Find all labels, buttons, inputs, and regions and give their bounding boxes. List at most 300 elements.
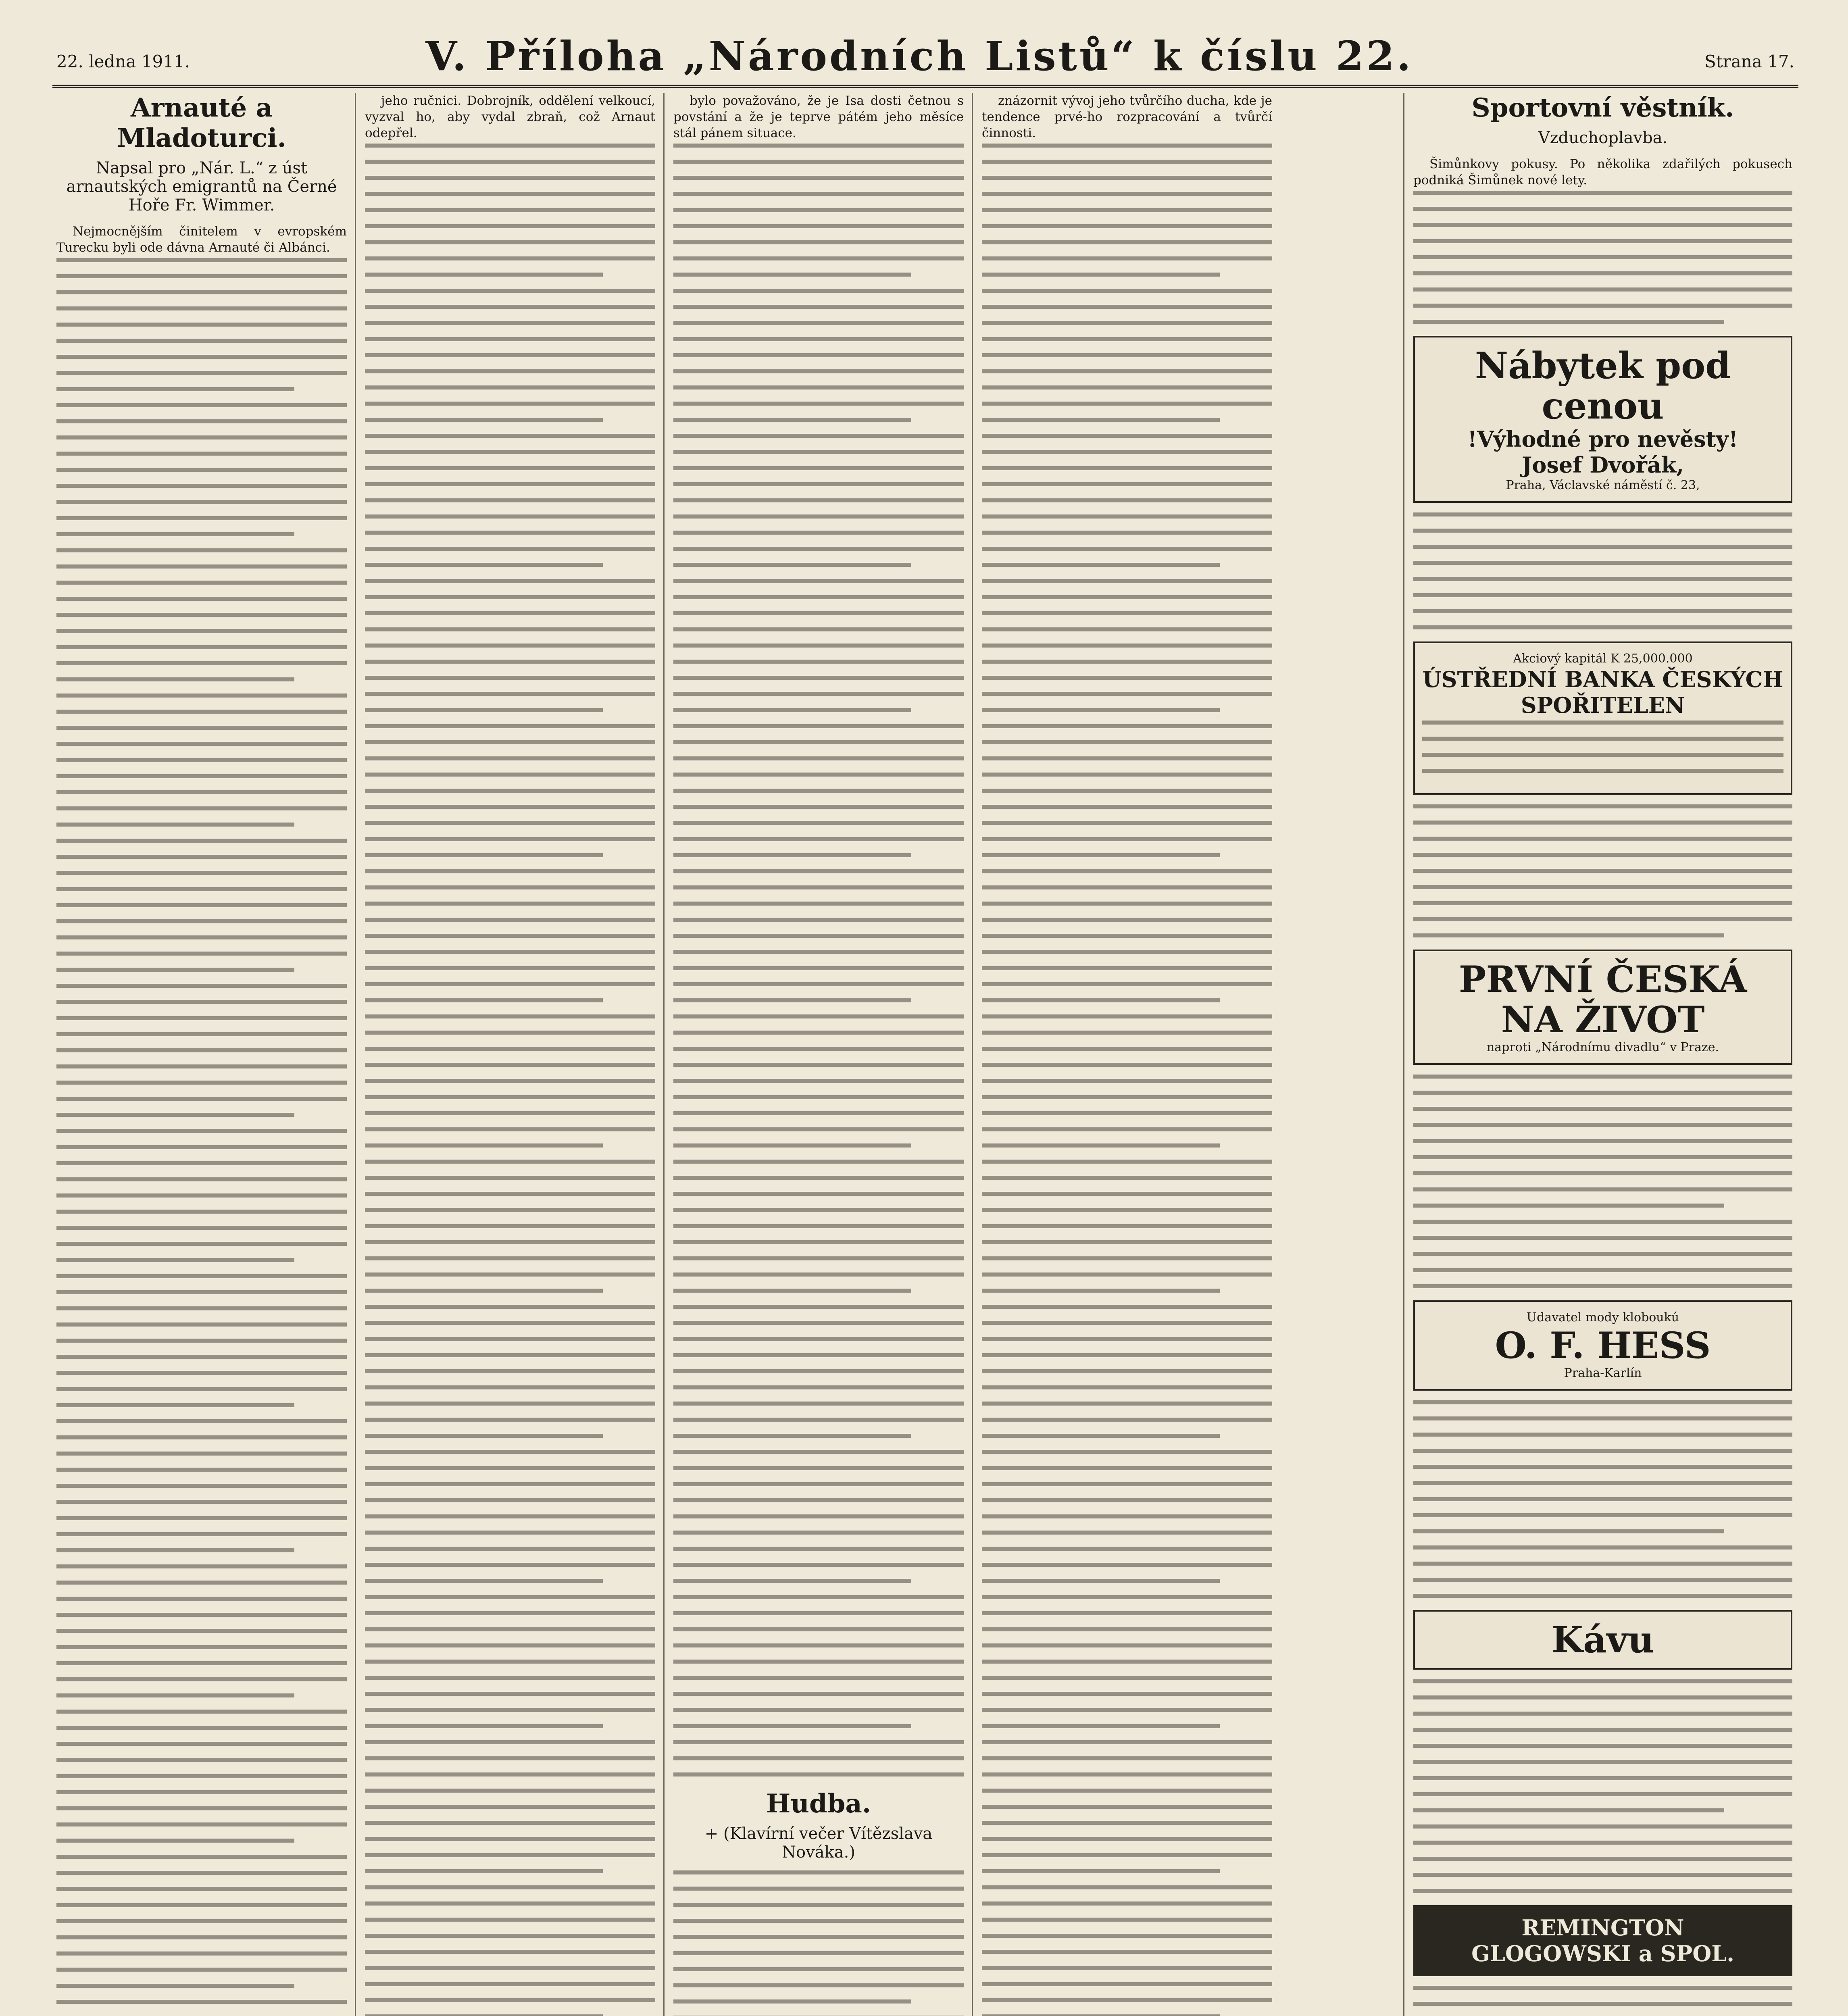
text-line-placeholder: [56, 516, 347, 520]
text-line-placeholder: [365, 966, 655, 970]
text-line-placeholder: [673, 1321, 964, 1325]
text-line-placeholder: [982, 1918, 1272, 1922]
text-line-placeholder: [365, 789, 655, 793]
text-line-placeholder: [365, 1047, 655, 1051]
body-text-lines: [1413, 1075, 1792, 1288]
text-line-placeholder: [365, 1547, 655, 1551]
text-line-placeholder: [1413, 1529, 1724, 1533]
text-line-placeholder: [982, 450, 1272, 454]
text-line-placeholder: [982, 1837, 1272, 1841]
text-line-placeholder: [673, 805, 964, 809]
text-line-placeholder: [1413, 1449, 1792, 1453]
text-line-placeholder: [673, 514, 964, 519]
text-line-placeholder: [365, 208, 655, 212]
text-line-placeholder: [56, 1532, 347, 1536]
text-line-placeholder: [365, 1385, 655, 1389]
text-line-placeholder: [982, 1192, 1272, 1196]
text-line-placeholder: [56, 258, 347, 262]
text-line-placeholder: [982, 773, 1272, 777]
text-line-placeholder: [56, 1822, 347, 1826]
text-line-placeholder: [1413, 1091, 1792, 1095]
text-line-placeholder: [673, 1983, 964, 1987]
text-line-placeholder: [365, 1063, 655, 1067]
text-line-placeholder: [365, 837, 655, 841]
text-line-placeholder: [673, 708, 911, 712]
text-line-placeholder: [365, 1224, 655, 1228]
text-line-placeholder: [365, 1563, 655, 1567]
text-line-placeholder: [673, 1563, 964, 1567]
text-line-placeholder: [56, 323, 347, 327]
text-line-placeholder: [56, 274, 347, 278]
text-line-placeholder: [673, 611, 964, 615]
text-line-placeholder: [365, 514, 655, 519]
text-line-placeholder: [982, 1708, 1272, 1712]
text-line-placeholder: [1413, 1760, 1792, 1764]
text-line-placeholder: [673, 1756, 964, 1760]
sport-lead: Šimůnkovy pokusy. Po několika zdařilých pokusech podniká Šimůnek nové lety.: [1413, 157, 1792, 187]
text-line-placeholder: [673, 692, 964, 696]
text-line-placeholder: [673, 1870, 964, 1874]
text-line-placeholder: [673, 385, 964, 389]
text-line-placeholder: [56, 919, 347, 923]
text-line-placeholder: [982, 192, 1272, 196]
section-heading-sport: Sportovní věstník.: [1471, 93, 1734, 123]
text-line-placeholder: [1413, 1857, 1792, 1861]
text-line-placeholder: [56, 532, 294, 536]
text-line-placeholder: [365, 1450, 655, 1454]
text-line-placeholder: [982, 466, 1272, 470]
text-line-placeholder: [673, 773, 964, 777]
text-line-placeholder: [1413, 271, 1792, 275]
text-line-placeholder: [365, 1337, 655, 1341]
text-line-placeholder: [982, 1047, 1272, 1051]
text-line-placeholder: [982, 1756, 1272, 1760]
text-line-placeholder: [56, 500, 347, 504]
text-line-placeholder: [365, 1692, 655, 1696]
text-line-placeholder: [365, 450, 655, 454]
text-line-placeholder: [673, 579, 964, 583]
text-line-placeholder: [982, 918, 1272, 922]
text-line-placeholder: [673, 1887, 964, 1891]
text-line-placeholder: [56, 1887, 347, 1891]
text-line-placeholder: [365, 369, 655, 373]
text-line-placeholder: [1413, 1695, 1792, 1699]
text-line-placeholder: [982, 1289, 1220, 1293]
text-line-placeholder: [56, 871, 347, 875]
text-line-placeholder: [1413, 545, 1792, 549]
text-line-placeholder: [982, 1240, 1272, 1244]
column-rule: [972, 93, 973, 2016]
ad-headline: Nábytek pod cenou: [1475, 344, 1731, 427]
text-line-placeholder: [1413, 1562, 1792, 1566]
text-line-placeholder: [982, 1079, 1272, 1083]
ad-address: Praha-Karlín: [1564, 1366, 1642, 1380]
text-line-placeholder: [1413, 1481, 1792, 1485]
text-line-placeholder: [56, 339, 347, 343]
text-line-placeholder: [673, 1498, 964, 1502]
text-line-placeholder: [673, 224, 964, 228]
text-line-placeholder: [1413, 625, 1792, 629]
text-line-placeholder: [365, 1514, 655, 1518]
text-line-placeholder: [365, 950, 655, 954]
text-line-placeholder: [56, 435, 347, 439]
text-line-placeholder: [673, 1418, 964, 1422]
text-line-placeholder: [982, 547, 1272, 551]
text-line-placeholder: [365, 611, 655, 615]
ad-capital: Akciový kapitál K 25,000.000: [1513, 652, 1693, 666]
text-line-placeholder: [365, 982, 655, 986]
text-line-placeholder: [56, 694, 347, 698]
text-line-placeholder: [365, 1369, 655, 1373]
text-line-placeholder: [673, 1676, 964, 1680]
text-line-placeholder: [56, 1903, 347, 1907]
text-line-placeholder: [982, 1514, 1272, 1518]
text-line-placeholder: [982, 1789, 1272, 1793]
text-line-placeholder: [365, 192, 655, 196]
supplement-title: V. Příloha „Národních Listů“ k číslu 22.: [425, 32, 1413, 80]
text-line-placeholder: [673, 1708, 964, 1712]
text-line-placeholder: [56, 564, 347, 569]
ad-address: Praha, Václavské náměstí č. 23,: [1506, 478, 1700, 492]
text-line-placeholder: [673, 902, 964, 906]
text-line-placeholder: [365, 1031, 655, 1035]
text-line-placeholder: [56, 484, 347, 488]
text-line-placeholder: [982, 337, 1272, 341]
text-line-placeholder: [982, 805, 1272, 809]
text-line-placeholder: [673, 1014, 964, 1018]
text-line-placeholder: [982, 498, 1272, 502]
text-line-placeholder: [365, 902, 655, 906]
text-line-placeholder: [673, 1385, 964, 1389]
text-line-placeholder: [673, 869, 964, 873]
text-line-placeholder: [982, 934, 1272, 938]
text-line-placeholder: [365, 1192, 655, 1196]
text-line-placeholder: [1413, 561, 1792, 565]
text-line-placeholder: [673, 1627, 964, 1631]
text-line-placeholder: [982, 837, 1272, 841]
text-line-placeholder: [365, 869, 655, 873]
text-line-placeholder: [56, 371, 347, 375]
text-line-placeholder: [56, 742, 347, 746]
advertisement-bank: [1413, 641, 1792, 795]
text-line-placeholder: [56, 1984, 294, 1988]
text-line-placeholder: [1413, 287, 1792, 292]
text-line-placeholder: [56, 1855, 347, 1859]
text-line-placeholder: [56, 1258, 294, 1262]
body-text-lines: [56, 258, 347, 2016]
text-line-placeholder: [982, 256, 1272, 260]
column-3: [673, 93, 964, 2016]
text-line-placeholder: [365, 1127, 655, 1131]
text-line-placeholder: [982, 1885, 1272, 1889]
text-line-placeholder: [365, 708, 603, 712]
text-line-placeholder: [673, 885, 964, 889]
text-line-placeholder: [1413, 901, 1792, 905]
text-line-placeholder: [982, 1272, 1272, 1277]
body-text-lines: [1413, 191, 1792, 324]
text-line-placeholder: [56, 1371, 347, 1375]
text-line-placeholder: [982, 353, 1272, 357]
text-line-placeholder: [673, 1450, 964, 1454]
text-line-placeholder: [56, 677, 294, 681]
text-line-placeholder: [56, 548, 347, 552]
text-line-placeholder: [365, 337, 655, 341]
text-line-placeholder: [56, 1742, 347, 1746]
text-line-placeholder: [365, 240, 655, 244]
text-line-placeholder: [673, 756, 964, 760]
text-line-placeholder: [982, 1418, 1272, 1422]
text-line-placeholder: [365, 676, 655, 680]
text-line-placeholder: [56, 1951, 347, 1956]
text-line-placeholder: [982, 1724, 1220, 1728]
text-line-placeholder: [56, 935, 347, 939]
text-line-placeholder: [365, 418, 603, 422]
issue-date: 22. ledna 1911.: [56, 52, 190, 71]
text-line-placeholder: [673, 660, 964, 664]
text-line-placeholder: [1413, 304, 1792, 308]
ad-headline: PRVNÍ ČESKÁ NA ŽIVOT: [1458, 958, 1747, 1041]
text-line-placeholder: [56, 1193, 347, 1198]
text-line-placeholder: [982, 1498, 1272, 1502]
text-line-placeholder: [56, 984, 347, 988]
text-line-placeholder: [982, 579, 1272, 583]
text-line-placeholder: [673, 1724, 911, 1728]
text-line-placeholder: [673, 1176, 964, 1180]
text-line-placeholder: [1413, 1728, 1792, 1732]
text-line-placeholder: [982, 902, 1272, 906]
text-line-placeholder: [982, 531, 1272, 535]
text-line-placeholder: [56, 1581, 347, 1585]
ad-headline: ÚSTŘEDNÍ BANKA ČESKÝCH SPOŘITELEN: [1422, 666, 1783, 718]
text-line-placeholder: [365, 1321, 655, 1325]
text-line-placeholder: [56, 1726, 347, 1730]
text-line-placeholder: [982, 676, 1272, 680]
text-line-placeholder: [365, 1805, 655, 1809]
text-line-placeholder: [982, 740, 1272, 744]
text-line-placeholder: [56, 1274, 347, 1278]
text-line-placeholder: [673, 966, 964, 970]
text-line-placeholder: [56, 758, 347, 762]
text-line-placeholder: [673, 1434, 911, 1438]
text-line-placeholder: [673, 1127, 964, 1131]
text-line-placeholder: [365, 289, 655, 293]
text-line-placeholder: [982, 1950, 1272, 1954]
ad-subline: Udavatel mody kloboukú: [1526, 1310, 1679, 1325]
text-line-placeholder: [1413, 529, 1792, 533]
text-line-placeholder: [982, 1014, 1272, 1018]
text-line-placeholder: [982, 1160, 1272, 1164]
text-line-placeholder: [982, 1305, 1272, 1309]
text-line-placeholder: [673, 1935, 964, 1939]
text-line-placeholder: [56, 1290, 347, 1294]
text-line-placeholder: [982, 611, 1272, 615]
text-line-placeholder: [982, 224, 1272, 228]
ad-text-lines: [1422, 721, 1783, 773]
text-line-placeholder: [673, 531, 964, 535]
text-line-placeholder: [673, 273, 911, 277]
text-line-placeholder: [56, 1629, 347, 1633]
text-line-placeholder: [365, 1869, 603, 1873]
text-line-placeholder: [1413, 821, 1792, 825]
text-line-placeholder: [1413, 239, 1792, 243]
text-line-placeholder: [1422, 769, 1783, 773]
text-line-placeholder: [982, 1127, 1272, 1131]
music-subhead: + (Klavírní večer Vítězslava Nováka.): [704, 1824, 933, 1862]
text-line-placeholder: [1413, 1204, 1724, 1208]
text-line-placeholder: [56, 468, 347, 472]
text-line-placeholder: [365, 724, 655, 728]
text-line-placeholder: [673, 450, 964, 454]
page-number: Strana 17.: [1704, 52, 1794, 71]
text-line-placeholder: [982, 950, 1272, 954]
text-line-placeholder: [982, 434, 1272, 438]
text-line-placeholder: [56, 1064, 347, 1068]
column-2: [365, 93, 655, 2016]
text-line-placeholder: [365, 918, 655, 922]
text-line-placeholder: [982, 998, 1220, 1002]
article-byline: Napsal pro „Nár. L.“ z úst arnautských emigrantů na Černé Hoře Fr. Wimmer.: [66, 159, 337, 215]
body-text-lines: [1413, 804, 1792, 937]
text-line-placeholder: [673, 1919, 964, 1923]
text-line-placeholder: [673, 1192, 964, 1196]
column-4: [982, 93, 1272, 2016]
text-line-placeholder: [673, 1240, 964, 1244]
text-line-placeholder: [1413, 1824, 1792, 1829]
text-line-placeholder: [982, 1901, 1272, 1906]
text-line-placeholder: [365, 1434, 603, 1438]
text-line-placeholder: [673, 1772, 964, 1776]
text-line-placeholder: [673, 1579, 911, 1583]
text-line-placeholder: [673, 789, 964, 793]
text-line-placeholder: [56, 290, 347, 294]
text-line-placeholder: [365, 1660, 655, 1664]
text-line-placeholder: [982, 563, 1220, 567]
text-line-placeholder: [982, 1998, 1272, 2002]
text-line-placeholder: [56, 1016, 347, 1020]
text-line-placeholder: [365, 531, 655, 535]
text-line-placeholder: [982, 385, 1272, 389]
text-line-placeholder: [1413, 933, 1724, 937]
text-line-placeholder: [1413, 1986, 1792, 1990]
ad-subline: REMINGTON: [1521, 1915, 1684, 1941]
text-line-placeholder: [982, 1853, 1272, 1857]
text-line-placeholder: [673, 1256, 964, 1260]
text-line-placeholder: [365, 1885, 655, 1889]
column-rule: [355, 93, 356, 2016]
text-line-placeholder: [673, 821, 964, 825]
text-line-placeholder: [1413, 869, 1792, 873]
text-line-placeholder: [1413, 1171, 1792, 1175]
text-line-placeholder: [673, 321, 964, 325]
text-line-placeholder: [56, 823, 294, 827]
text-line-placeholder: [673, 1660, 964, 1664]
text-line-placeholder: [365, 998, 603, 1002]
text-line-placeholder: [56, 581, 347, 585]
text-line-placeholder: [982, 176, 1272, 180]
text-line-placeholder: [56, 839, 347, 843]
text-line-placeholder: [1413, 1155, 1792, 1159]
text-line-placeholder: [365, 1256, 655, 1260]
text-line-placeholder: [56, 1306, 347, 1310]
text-line-placeholder: [673, 1514, 964, 1518]
text-line-placeholder: [982, 1256, 1272, 1260]
text-line-placeholder: [982, 708, 1220, 712]
text-line-placeholder: [1413, 577, 1792, 581]
text-line-placeholder: [56, 1339, 347, 1343]
text-line-placeholder: [365, 176, 655, 180]
text-line-placeholder: [365, 385, 655, 389]
column-1: [56, 93, 347, 2016]
text-line-placeholder: [365, 1498, 655, 1502]
text-line-placeholder: [365, 547, 655, 551]
text-line-placeholder: [1413, 1220, 1792, 1224]
text-line-placeholder: [673, 289, 964, 293]
text-line-placeholder: [365, 1998, 655, 2002]
text-line-placeholder: [982, 305, 1272, 309]
text-line-placeholder: [56, 1613, 347, 1617]
text-line-placeholder: [56, 1500, 347, 1504]
text-line-placeholder: [365, 934, 655, 938]
text-line-placeholder: [1413, 223, 1792, 227]
text-line-placeholder: [982, 1660, 1272, 1664]
text-line-placeholder: [673, 724, 964, 728]
text-line-placeholder: [982, 885, 1272, 889]
text-line-placeholder: [673, 337, 964, 341]
text-line-placeholder: [56, 1355, 347, 1359]
text-line-placeholder: [673, 1547, 964, 1551]
body-text-lines: [1413, 1400, 1792, 1598]
text-line-placeholder: [365, 1966, 655, 1970]
text-line-placeholder: [365, 1837, 655, 1841]
text-line-placeholder: [982, 273, 1220, 277]
body-text-lines: [1413, 1679, 1792, 1893]
text-line-placeholder: [1413, 191, 1792, 195]
text-line-placeholder: [365, 1627, 655, 1631]
text-line-placeholder: [365, 1418, 655, 1422]
text-line-placeholder: [1413, 1889, 1792, 1893]
text-line-placeholder: [56, 1210, 347, 1214]
text-line-placeholder: [673, 853, 911, 857]
text-line-placeholder: [365, 756, 655, 760]
text-line-placeholder: [56, 1177, 347, 1181]
text-line-placeholder: [365, 466, 655, 470]
text-line-placeholder: [673, 1224, 964, 1228]
text-line-placeholder: [1413, 837, 1792, 841]
text-line-placeholder: [982, 1353, 1272, 1357]
text-line-placeholder: [365, 1756, 655, 1760]
text-line-placeholder: [982, 1176, 1272, 1180]
text-line-placeholder: [56, 855, 347, 859]
text-line-placeholder: [673, 676, 964, 680]
text-line-placeholder: [56, 1048, 347, 1052]
text-line-placeholder: [673, 1272, 964, 1277]
text-line-placeholder: [1413, 1744, 1792, 1748]
text-line-placeholder: [673, 934, 964, 938]
text-line-placeholder: [673, 982, 964, 986]
body-text-lines: [1413, 1986, 1792, 2016]
text-line-placeholder: [982, 982, 1272, 986]
text-line-placeholder: [365, 1466, 655, 1470]
text-line-placeholder: [56, 1419, 347, 1423]
text-line-placeholder: [56, 1322, 347, 1327]
text-line-placeholder: [56, 1081, 347, 1085]
text-line-placeholder: [56, 1548, 294, 1552]
text-line-placeholder: [365, 1853, 655, 1857]
text-line-placeholder: [365, 1579, 603, 1583]
text-line-placeholder: [56, 645, 347, 649]
text-line-placeholder: [56, 1145, 347, 1149]
text-line-placeholder: [56, 710, 347, 714]
